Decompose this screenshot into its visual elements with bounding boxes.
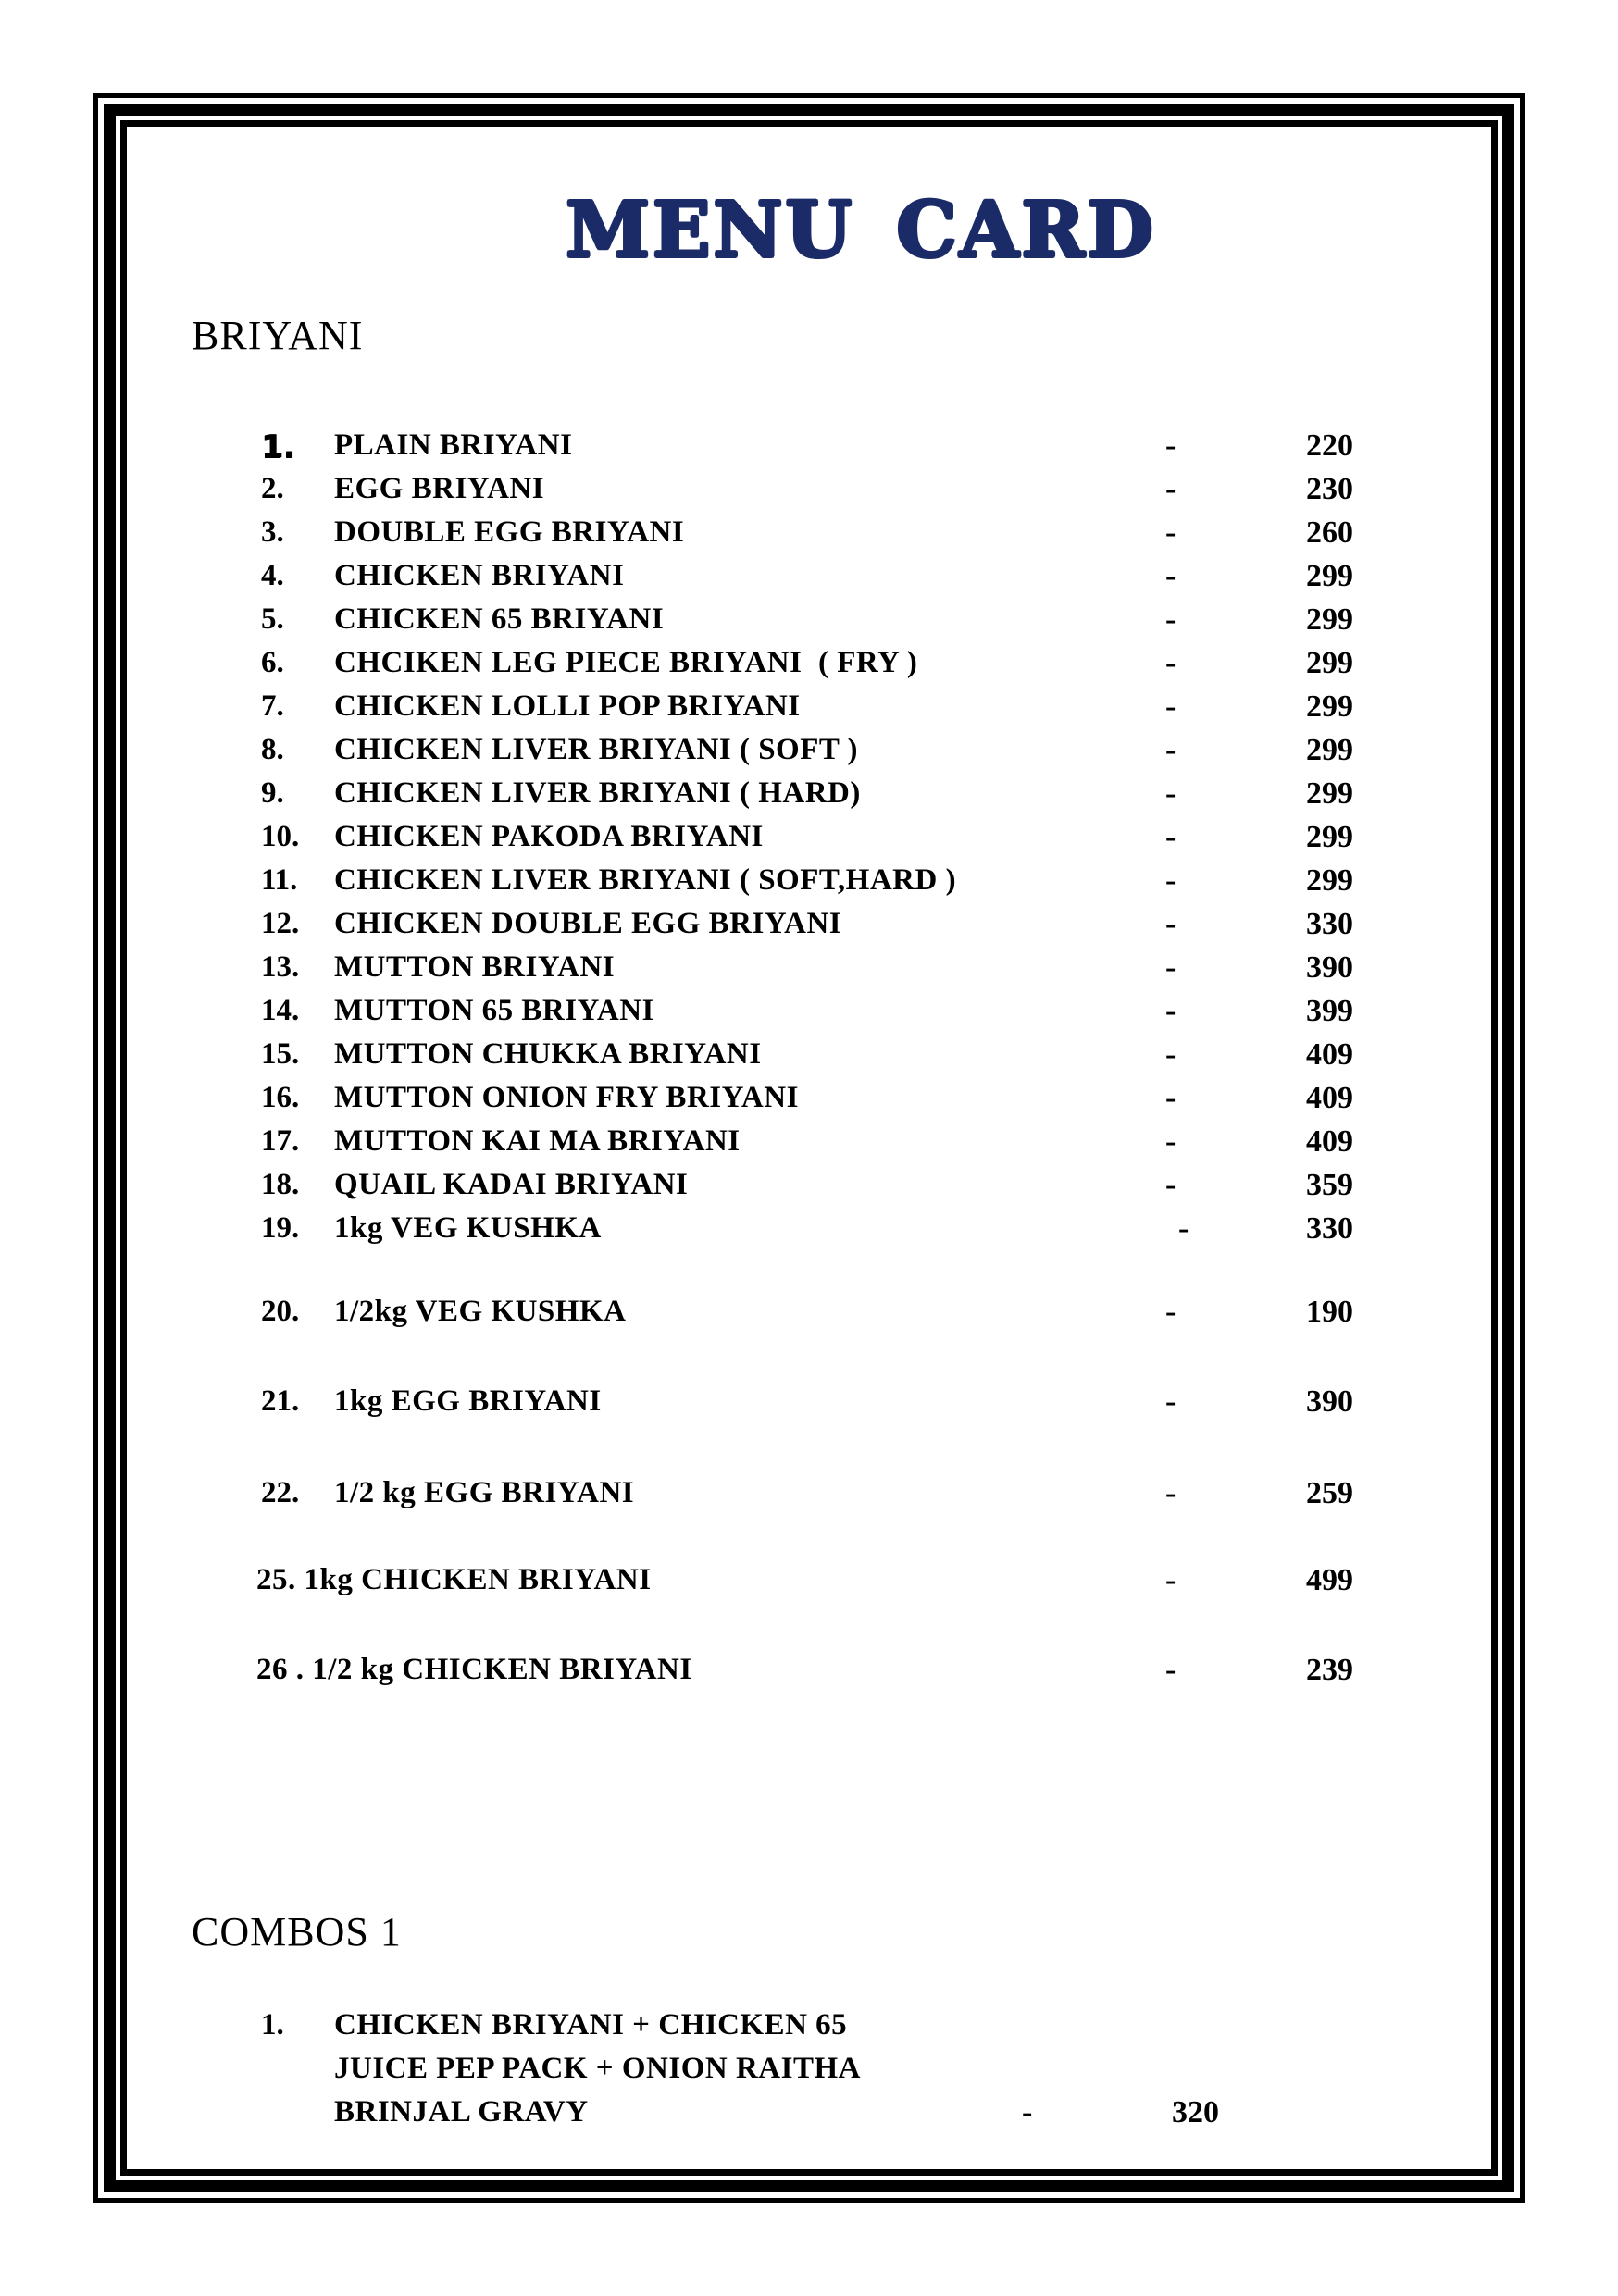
- page-title: MENU CARD: [566, 186, 1156, 275]
- table-row: [127, 1211, 1489, 1255]
- item-price: 499: [1306, 1563, 1353, 1597]
- item-name: 1kg VEG KUSHKA: [334, 1211, 602, 1245]
- item-dash: -: [1165, 820, 1176, 854]
- item-number: 12.: [261, 907, 300, 940]
- item-dash: -: [1165, 1168, 1176, 1202]
- item-number: 1.: [261, 428, 295, 465]
- item-number: 22.: [261, 1476, 300, 1509]
- item-price: 299: [1306, 559, 1353, 593]
- item-price: 299: [1306, 602, 1353, 637]
- item-dash: -: [1165, 907, 1176, 941]
- item-number: 20.: [261, 1295, 300, 1328]
- item-name: EGG BRIYANI: [334, 472, 545, 505]
- item-dash: -: [1165, 472, 1176, 506]
- item-price: 390: [1306, 1384, 1353, 1419]
- combo-line-3: BRINJAL GRAVY: [334, 2095, 589, 2128]
- item-price: 409: [1306, 1124, 1353, 1159]
- item-name: MUTTON 65 BRIYANI: [334, 994, 654, 1027]
- item-number: 16.: [261, 1081, 300, 1114]
- table-row: [127, 820, 1489, 863]
- table-row: [127, 646, 1489, 689]
- item-name: DOUBLE EGG BRIYANI: [334, 515, 685, 549]
- item-dash: -: [1165, 1384, 1176, 1419]
- table-row: [127, 1168, 1489, 1211]
- page-border-middle: [104, 104, 1514, 2192]
- item-name: CHICKEN PAKODA BRIYANI: [334, 820, 764, 853]
- page-border-inner: [120, 120, 1498, 2176]
- item-number: 2.: [261, 472, 284, 505]
- table-row: [127, 1037, 1489, 1081]
- item-number: 17.: [261, 1124, 300, 1158]
- item-number: 11.: [261, 863, 298, 897]
- item-price: 409: [1306, 1081, 1353, 1115]
- item-dash: -: [1165, 1081, 1176, 1115]
- item-price: 299: [1306, 733, 1353, 767]
- item-number: 19.: [261, 1211, 300, 1245]
- item-price: 390: [1306, 950, 1353, 985]
- item-number: 3.: [261, 515, 284, 549]
- item-number: 9.: [261, 776, 284, 810]
- item-price: 399: [1306, 994, 1353, 1028]
- item-price: 299: [1306, 646, 1353, 680]
- item-number: 1.: [261, 2008, 284, 2042]
- item-price: 409: [1306, 1037, 1353, 1072]
- item-number: 21.: [261, 1384, 300, 1418]
- table-row: [127, 907, 1489, 950]
- item-dash: -: [1165, 1476, 1176, 1510]
- table-row: [127, 1563, 1489, 1607]
- table-row: [127, 1653, 1489, 1696]
- item-price: 320: [1172, 2095, 1219, 2129]
- item-price: 299: [1306, 689, 1353, 724]
- combo-line-2: JUICE PEP PACK + ONION RAITHA: [334, 2052, 861, 2085]
- item-dash: -: [1022, 2095, 1033, 2129]
- item-price: 330: [1306, 1211, 1353, 1246]
- item-price: 330: [1306, 907, 1353, 941]
- item-number: 18.: [261, 1168, 300, 1201]
- item-dash: -: [1165, 689, 1176, 724]
- item-number: 7.: [261, 689, 284, 723]
- item-number: 5.: [261, 602, 284, 636]
- item-price: 259: [1306, 1476, 1353, 1510]
- item-number: 14.: [261, 994, 300, 1027]
- item-name: MUTTON BRIYANI: [334, 950, 616, 984]
- item-name: 1/2 kg EGG BRIYANI: [334, 1476, 635, 1509]
- page-content: [127, 127, 1491, 2169]
- table-row: [127, 1384, 1489, 1428]
- table-row: [127, 1124, 1489, 1168]
- item-name: CHICKEN LOLLI POP BRIYANI: [334, 689, 801, 723]
- table-row: [127, 733, 1489, 776]
- item-number: 8.: [261, 733, 284, 766]
- item-price: 299: [1306, 863, 1353, 898]
- item-name: PLAIN BRIYANI: [334, 428, 573, 462]
- item-dash: -: [1165, 1563, 1176, 1597]
- item-name: MUTTON KAI MA BRIYANI: [334, 1124, 741, 1158]
- table-row: [127, 515, 1489, 559]
- item-name: CHCIKEN LEG PIECE BRIYANI ( FRY ): [334, 646, 918, 679]
- item-price: 220: [1306, 428, 1353, 463]
- section-heading-combos: COMBOS 1: [192, 1909, 402, 1955]
- table-row: [127, 1295, 1489, 1338]
- item-price: 239: [1306, 1653, 1353, 1687]
- item-price: 359: [1306, 1168, 1353, 1202]
- item-name: CHICKEN LIVER BRIYANI ( SOFT ): [334, 733, 859, 766]
- item-name: 25. 1kg CHICKEN BRIYANI: [256, 1563, 652, 1596]
- item-dash: -: [1165, 1295, 1176, 1329]
- item-name: MUTTON ONION FRY BRIYANI: [334, 1081, 799, 1114]
- table-row: [127, 689, 1489, 733]
- page-border-outer: [93, 93, 1525, 2203]
- item-dash: -: [1165, 994, 1176, 1028]
- item-dash: -: [1165, 776, 1176, 811]
- item-number: 10.: [261, 820, 300, 853]
- item-name: CHICKEN DOUBLE EGG BRIYANI: [334, 907, 842, 940]
- combo-line-1: CHICKEN BRIYANI + CHICKEN 65: [334, 2008, 848, 2042]
- table-row: [127, 559, 1489, 602]
- item-dash: -: [1165, 1037, 1176, 1072]
- table-row: [127, 1476, 1489, 1520]
- item-dash: -: [1165, 1124, 1176, 1159]
- item-dash: -: [1165, 646, 1176, 680]
- table-row: [127, 863, 1489, 907]
- item-price: 190: [1306, 1295, 1353, 1329]
- item-dash: -: [1165, 1653, 1176, 1687]
- item-dash: -: [1165, 863, 1176, 898]
- item-dash: -: [1165, 950, 1176, 985]
- item-dash: -: [1165, 559, 1176, 593]
- item-name: QUAIL KADAI BRIYANI: [334, 1168, 689, 1201]
- table-row: [127, 994, 1489, 1037]
- item-dash: -: [1178, 1211, 1189, 1246]
- table-row: [127, 428, 1489, 472]
- item-number: 13.: [261, 950, 300, 984]
- table-row: [127, 776, 1489, 820]
- item-name: CHICKEN BRIYANI: [334, 559, 625, 592]
- item-price: 299: [1306, 776, 1353, 811]
- section-heading-briyani: BRIYANI: [192, 313, 364, 358]
- item-dash: -: [1165, 733, 1176, 767]
- item-name: CHICKEN 65 BRIYANI: [334, 602, 665, 636]
- item-price: 260: [1306, 515, 1353, 550]
- table-row: [127, 1081, 1489, 1124]
- item-name: MUTTON CHUKKA BRIYANI: [334, 1037, 762, 1071]
- item-number: 6.: [261, 646, 284, 679]
- item-price: 299: [1306, 820, 1353, 854]
- item-number: 15.: [261, 1037, 300, 1071]
- table-row: [127, 602, 1489, 646]
- item-dash: -: [1165, 602, 1176, 637]
- table-row: [127, 472, 1489, 515]
- item-name: CHICKEN LIVER BRIYANI ( HARD): [334, 776, 861, 810]
- item-price: 230: [1306, 472, 1353, 506]
- item-name: CHICKEN LIVER BRIYANI ( SOFT,HARD ): [334, 863, 957, 897]
- item-name: 26 . 1/2 kg CHICKEN BRIYANI: [256, 1653, 692, 1686]
- item-number: 4.: [261, 559, 284, 592]
- item-dash: -: [1165, 428, 1176, 463]
- item-name: 1/2kg VEG KUSHKA: [334, 1295, 627, 1328]
- item-name: 1kg EGG BRIYANI: [334, 1384, 602, 1418]
- item-dash: -: [1165, 515, 1176, 550]
- table-row: [127, 950, 1489, 994]
